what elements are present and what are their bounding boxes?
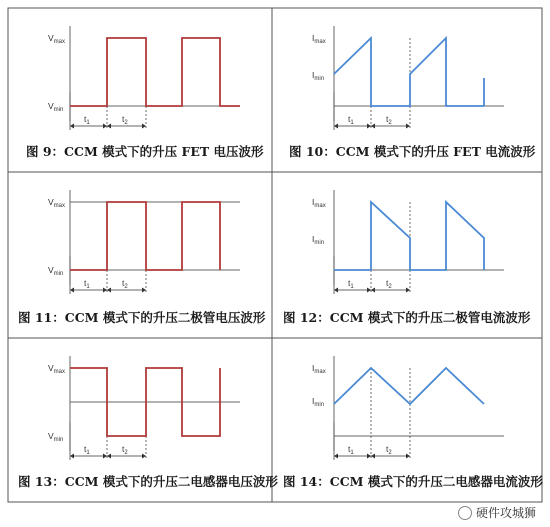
wechat-icon	[458, 506, 472, 520]
panel-p9	[48, 26, 240, 130]
y-label-max: $I_{max}$	[312, 363, 326, 375]
arrow-head	[70, 124, 74, 129]
waveform	[334, 368, 484, 404]
arrow-head	[334, 454, 338, 459]
panel-p10	[312, 26, 504, 130]
y-label-min: $V_{min}$	[48, 431, 64, 443]
y-label-min: $V_{min}$	[48, 101, 64, 113]
arrow-head	[103, 288, 107, 293]
arrow-head	[367, 288, 371, 293]
panel-p14	[312, 356, 504, 460]
y-label-min: $V_{min}$	[48, 265, 64, 277]
arrow-head	[334, 288, 338, 293]
arrow-head	[406, 124, 410, 129]
caption-fig12: 图 12：CCM 模式下的升压二极管电流波形	[283, 310, 531, 325]
arrow-head	[142, 124, 146, 129]
t1-label: $t_1$	[84, 278, 90, 290]
arrow-head	[367, 124, 371, 129]
watermark-text: 硬件攻城狮	[476, 506, 537, 520]
caption-fig11: 图 11：CCM 模式下的升压二极管电压波形	[18, 310, 266, 325]
arrow-head	[371, 288, 375, 293]
waveform	[70, 38, 240, 106]
y-label-max: $I_{max}$	[312, 197, 326, 209]
waveform	[334, 202, 484, 270]
arrow-head	[103, 124, 107, 129]
caption-fig14: 图 14：CCM 模式下的升压二电感器电流波形	[283, 474, 543, 489]
caption-fig10: 图 10：CCM 模式下的升压 FET 电流波形	[289, 144, 536, 159]
y-label-max: $V_{max}$	[48, 33, 66, 45]
y-label-min: $I_{min}$	[312, 70, 325, 82]
t2-label: $t_2$	[122, 278, 128, 290]
t1-label: $t_1$	[84, 444, 90, 456]
arrow-head	[334, 124, 338, 129]
arrow-head	[70, 454, 74, 459]
t2-label: $t_2$	[386, 114, 392, 126]
arrow-head	[367, 454, 371, 459]
arrow-head	[142, 288, 146, 293]
caption-fig9: 图 9：CCM 模式下的升压 FET 电压波形	[26, 144, 264, 159]
t2-label: $t_2$	[386, 278, 392, 290]
t1-label: $t_1$	[348, 114, 354, 126]
table-border	[8, 8, 542, 502]
waveform	[70, 202, 220, 270]
t1-label: $t_1$	[348, 278, 354, 290]
arrow-head	[371, 124, 375, 129]
watermark	[458, 504, 536, 521]
arrow-head	[107, 454, 111, 459]
arrow-head	[142, 454, 146, 459]
y-label-min: $I_{min}$	[312, 396, 325, 408]
arrow-head	[103, 454, 107, 459]
arrow-head	[70, 288, 74, 293]
y-label-max: $V_{max}$	[48, 197, 66, 209]
panel-p13	[48, 356, 240, 460]
panel-p11	[48, 190, 240, 294]
t2-label: $t_2$	[386, 444, 392, 456]
panel-p12	[312, 190, 504, 294]
arrow-head	[107, 124, 111, 129]
waveform	[334, 38, 484, 106]
arrow-head	[406, 454, 410, 459]
arrow-head	[371, 454, 375, 459]
t1-label: $t_1$	[84, 114, 90, 126]
y-label-max: $V_{max}$	[48, 363, 66, 375]
caption-fig13: 图 13：CCM 模式下的升压二电感器电压波形	[18, 474, 278, 489]
arrow-head	[406, 288, 410, 293]
t2-label: $t_2$	[122, 444, 128, 456]
t2-label: $t_2$	[122, 114, 128, 126]
t1-label: $t_1$	[348, 444, 354, 456]
y-label-max: $I_{max}$	[312, 33, 326, 45]
arrow-head	[107, 288, 111, 293]
y-label-min: $I_{min}$	[312, 234, 325, 246]
